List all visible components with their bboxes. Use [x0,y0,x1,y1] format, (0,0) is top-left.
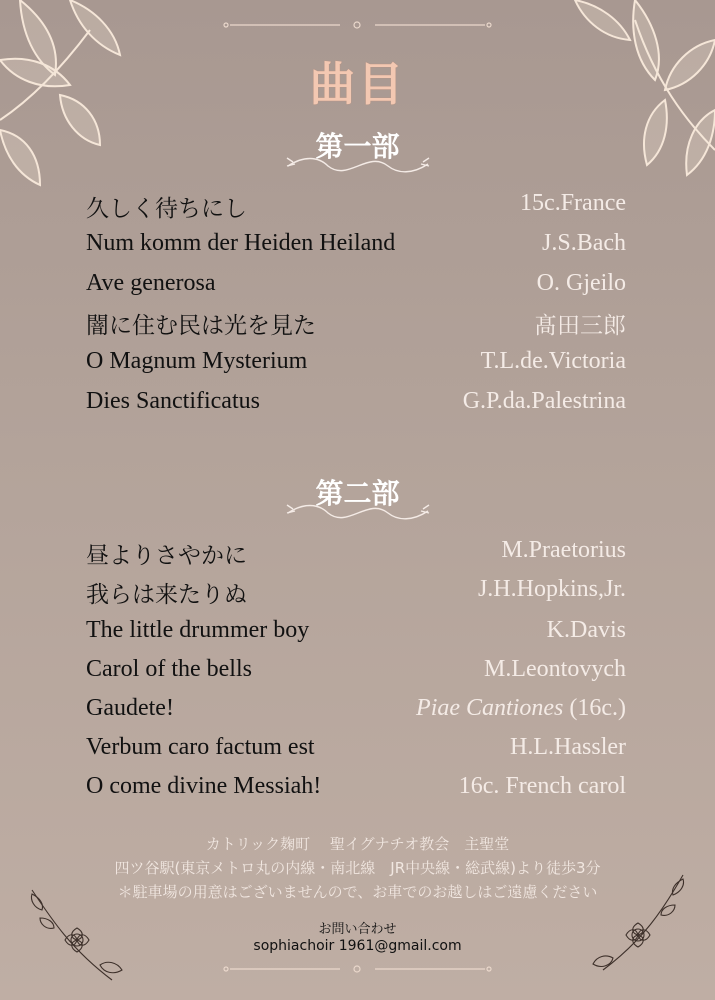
song-composer: 16c. French carol [458,773,626,799]
list-item [86,270,626,306]
song-title: Ave generosa [86,270,216,296]
section-title-part1: 第一部 [315,130,400,163]
list-item [86,348,626,384]
list-item [86,695,626,731]
contact-email: sophiachoir 1961@gmail.com [253,938,462,954]
song-composer: G.P.da.Palestrina [462,388,626,414]
ornament-divider-icon [220,18,495,32]
song-title: Num komm der Heiden Heiland [86,230,396,256]
list-item [86,307,626,343]
list-item [86,734,626,770]
song-composer [416,695,626,722]
song-composer-italic: Piae Cantiones [416,695,564,721]
section-title-part2: 第二部 [315,477,400,510]
song-composer-note: (16c.) [563,695,626,721]
song-composer: T.L.de.Victoria [480,348,626,374]
song-title: Verbum caro factum est [86,734,315,760]
list-item [86,230,626,266]
contact-label: お問い合わせ [318,922,397,937]
list-item [86,656,626,692]
song-composer: O. Gjeilo [536,270,626,296]
song-title: Dies Sanctificatus [86,388,260,414]
venue-access: 四ツ谷駅(東京メトロ丸の内線・南北線 JR中央線・総武線)より徒歩3分 [114,859,601,877]
song-title: O come divine Messiah! [86,773,322,799]
venue-name: カトリック麹町 聖イグナチオ教会 主聖堂 [205,835,510,853]
song-composer: M.Leontovych [484,656,626,682]
song-composer: 15c.France [520,190,626,216]
page-title: 曲目 [309,57,406,111]
ornament-divider-icon [220,962,495,976]
song-title: The little drummer boy [86,617,310,643]
song-title: Carol of the bells [86,656,252,682]
list-item [86,388,626,424]
list-item [86,617,626,653]
list-item [86,773,626,809]
song-title: 昼よりさやかに [86,543,247,569]
song-title: O Magnum Mysterium [86,348,308,374]
song-composer: M.Praetorius [501,537,626,563]
song-composer: J.H.Hopkins,Jr. [477,576,626,602]
song-title: 我らは来たりぬ [86,582,247,608]
list-item [86,537,626,573]
ornament-swirl-icon [283,499,433,523]
song-composer: H.L.Hassler [510,734,626,760]
list-item [86,576,626,612]
parking-note: ＊駐車場の用意はございませんので、お車でのお越しはご遠慮ください [117,883,598,901]
song-composer: 髙田三郎 [534,313,626,339]
song-composer: J.S.Bach [542,230,626,256]
song-title: 久しく待ちにし [86,196,247,222]
song-title: Gaudete! [86,695,174,721]
song-composer: K.Davis [546,617,626,643]
song-title: 闇に住む民は光を見た [86,313,316,339]
list-item [86,190,626,226]
ornament-swirl-icon [283,152,433,176]
